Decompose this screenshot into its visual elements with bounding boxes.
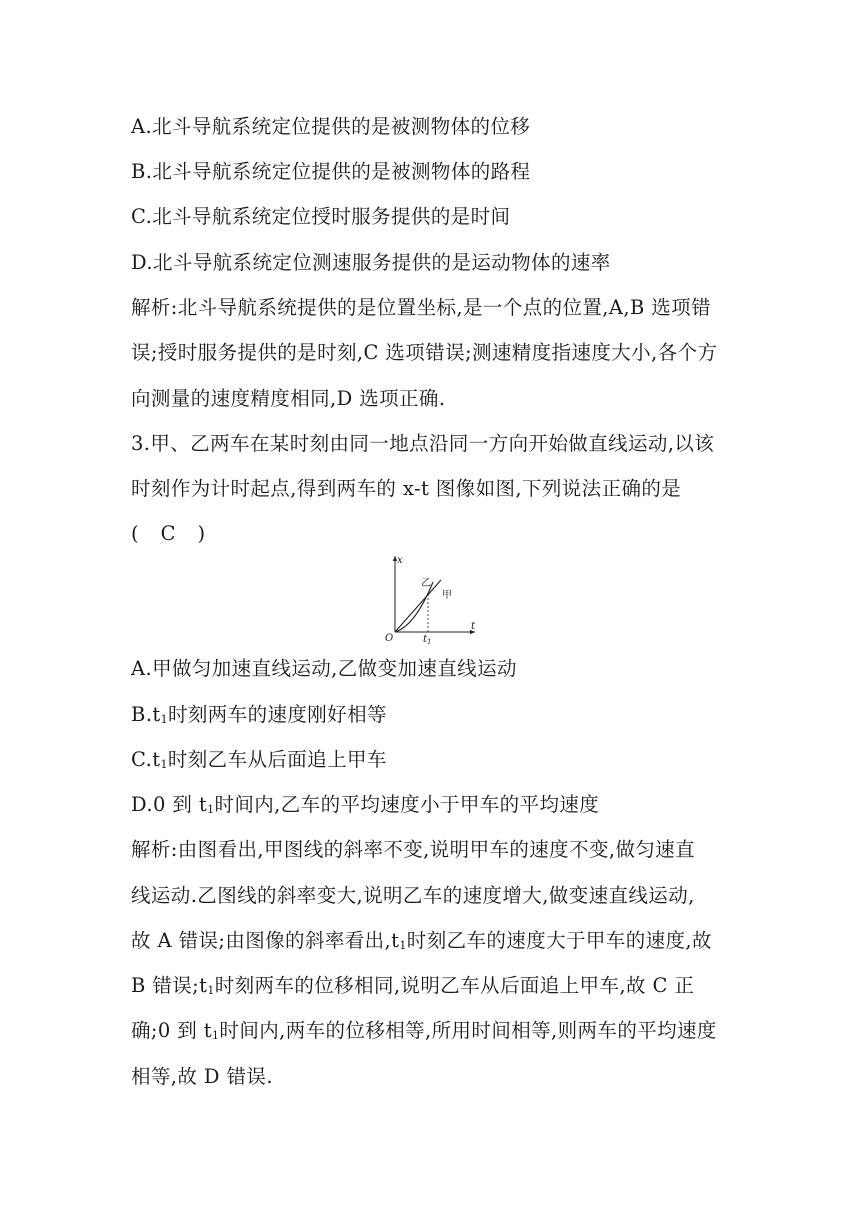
t-axis-label: t	[471, 621, 476, 632]
analysis-3-line-1: 解析:由图看出,甲图线的斜率不变,说明甲车的速度不变,做匀速直	[131, 838, 696, 861]
t1-label: $t_1$	[423, 634, 432, 644]
analysis-3-line-3: 故 A 错误;由图像的斜率看出$,t_1$时刻乙车的速度大于甲车的速度,故	[131, 929, 712, 952]
analysis-2-line-2: 误;授时服务提供的是时刻,C 选项错误;测速精度指速度大小,各个方	[131, 341, 718, 364]
option-2c: C.北斗导航系统定位授时服务提供的是时间	[131, 205, 511, 228]
answer-letter: C	[160, 522, 176, 545]
analysis-3-line-5: 确;0 到 $t_1$时间内,两车的位移相等,所用时间相等,则两车的平均速度	[131, 1019, 717, 1042]
analysis-3-line-2: 线运动.乙图线的斜率变大,说明乙车的速度增大,做变速直线运动,	[131, 884, 695, 907]
analysis-2-line-1: 解析:北斗导航系统提供的是位置坐标,是一个点的位置,A,B 选项错	[131, 296, 711, 319]
jia-line	[395, 580, 441, 632]
question-3-line-1: 3.甲、乙两车在某时刻由同一地点沿同一方向开始做直线运动,以该	[131, 432, 715, 455]
option-2b: B.北斗导航系统定位提供的是被测物体的路程	[131, 160, 531, 183]
analysis-2-line-3: 向测量的速度精度相同,D 选项正确.	[131, 387, 446, 410]
option-3d: D.0 到 $t_1$时间内,乙车的平均速度小于甲车的平均速度	[131, 793, 600, 816]
question-3-line-2: 时刻作为计时起点,得到两车的 x-t 图像如图,下列说法正确的是	[131, 477, 682, 500]
option-3b: $B.t_1$时刻两车的速度刚好相等	[131, 703, 387, 726]
option-3a: A.甲做匀加速直线运动,乙做变加速直线运动	[131, 657, 517, 680]
xt-graph	[375, 552, 485, 644]
answer-open: (	[131, 522, 139, 545]
jia-label: 甲	[442, 590, 452, 601]
answer-bracket	[131, 520, 205, 548]
option-2a: A.北斗导航系统定位提供的是被测物体的位移	[131, 115, 531, 138]
analysis-3-line-6: 相等,故 D 错误.	[131, 1065, 273, 1088]
yi-curve	[395, 582, 433, 632]
option-2d: D.北斗导航系统定位测速服务提供的是运动物体的速率	[131, 251, 611, 274]
answer-close: )	[197, 522, 206, 545]
analysis-3-line-4: B 错误$;t_1$时刻两车的位移相同,说明乙车从后面追上甲车,故 C 正	[131, 974, 695, 997]
x-axis-label: x	[397, 555, 403, 566]
option-3c: $C.t_1$时刻乙车从后面追上甲车	[131, 748, 387, 771]
origin-label: O	[385, 633, 394, 644]
yi-label: 乙	[421, 578, 431, 589]
